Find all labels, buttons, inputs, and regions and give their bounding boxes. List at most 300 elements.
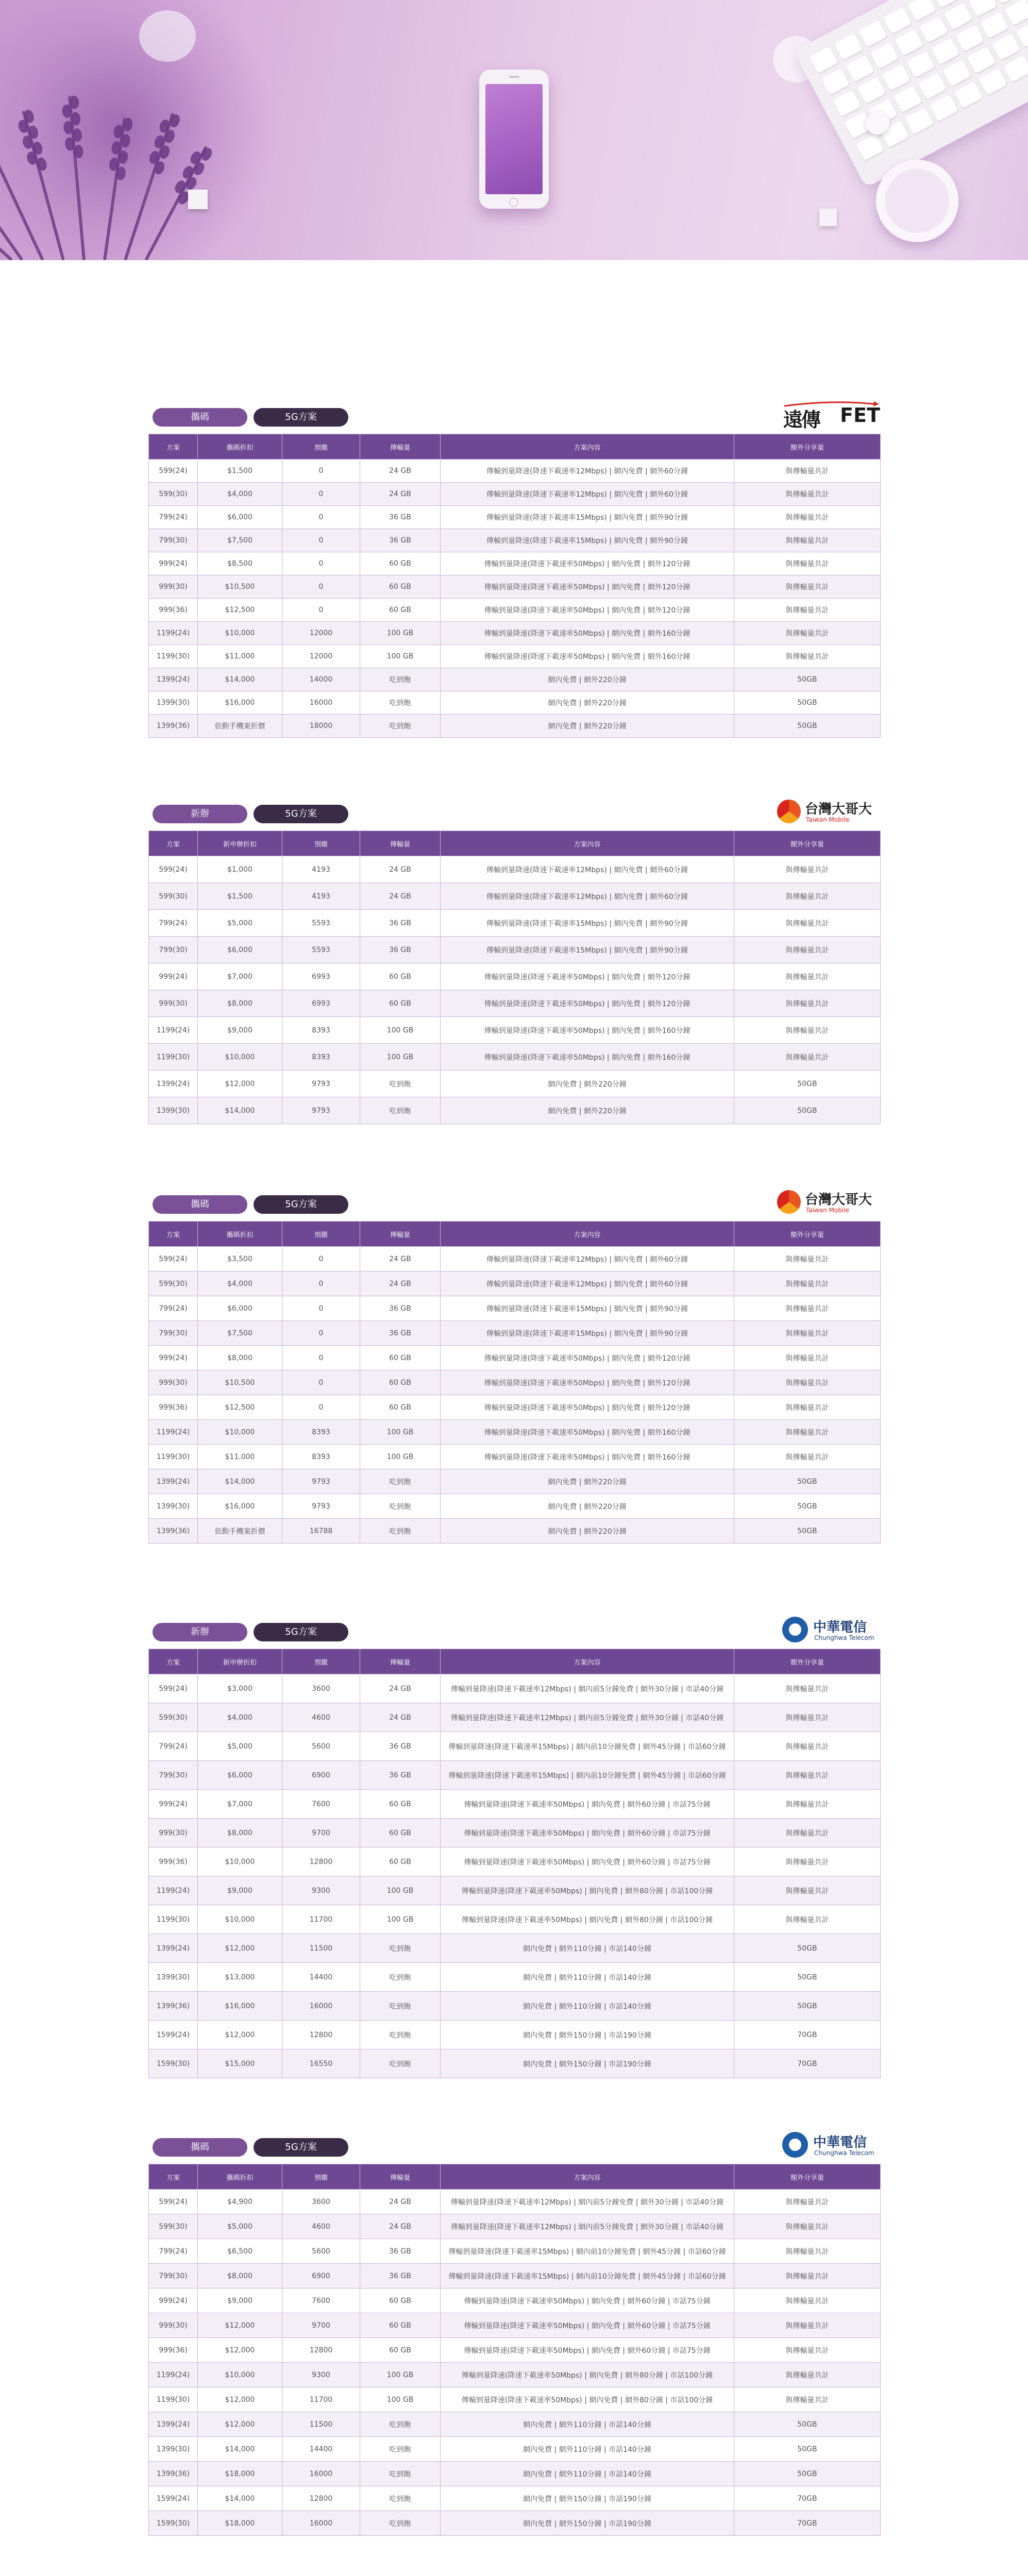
prepay-cell: 9300 [282, 2363, 360, 2387]
plan-content-cell: 網內免費 | 網外150分鐘 | 市話190分鐘 [441, 2049, 734, 2078]
prepay-cell: 9793 [282, 1469, 360, 1494]
discount-cell: $8,000 [198, 990, 282, 1017]
prepay-cell: 0 [282, 552, 360, 575]
data-volume-cell: 24 GB [360, 1272, 441, 1296]
column-header: 攜碼折扣 [198, 434, 282, 460]
plan-content-cell: 網內免費 | 網外110分鐘 | 市話140分鐘 [441, 1992, 734, 2021]
data-volume-cell: 吃到飽 [360, 1071, 441, 1097]
discount-cell: $12,500 [198, 599, 282, 622]
column-header: 方案內容 [441, 2164, 734, 2190]
plan-content-cell: 傳輸到量降速(降速下載速率15Mbps) | 網內前10分鐘免費 | 網外45分鐘 | 市話60分鐘 [441, 2239, 734, 2264]
extra-share-cell: 50GB [734, 715, 881, 738]
extra-share-cell: 與傳輸量共計 [734, 599, 881, 622]
prepay-cell: 9300 [282, 1876, 360, 1905]
plan-content-cell: 網內免費 | 網外220分鐘 [441, 1519, 734, 1544]
plan-cell: 999(30) [149, 2313, 198, 2338]
plan-content-cell: 網內免費 | 網外220分鐘 [441, 1494, 734, 1519]
extra-share-cell: 與傳輸量共計 [734, 2214, 881, 2239]
plan-cell: 999(30) [149, 1819, 198, 1848]
table-row [149, 1732, 881, 1761]
plan-section [148, 2131, 880, 2528]
table-row [149, 691, 881, 715]
data-volume-cell: 吃到飽 [360, 2462, 441, 2486]
discount-cell: $10,000 [198, 622, 282, 645]
extra-share-cell: 50GB [734, 2462, 881, 2486]
discount-cell: $4,900 [198, 2190, 282, 2214]
keyboard-key [1005, 0, 1028, 26]
table-row [149, 1519, 881, 1544]
table-row [149, 1469, 881, 1494]
plan-content-cell: 網內免費 | 網外220分鐘 [441, 668, 734, 691]
column-header: 傳輸量 [360, 1222, 441, 1247]
extra-share-cell: 與傳輸量共計 [734, 963, 881, 990]
extra-share-cell: 與傳輸量共計 [734, 1296, 881, 1321]
keyboard-key [833, 90, 862, 117]
plan-cell: 999(30) [149, 1370, 198, 1395]
column-header: 方案 [149, 2164, 198, 2190]
section-header [148, 1188, 880, 1217]
prepay-cell: 12800 [282, 2486, 360, 2511]
prepay-cell: 0 [282, 1247, 360, 1272]
keyboard-key [944, 3, 973, 29]
prepay-cell: 0 [282, 1370, 360, 1395]
prepay-cell: 9700 [282, 1819, 360, 1848]
extra-share-cell: 50GB [734, 2437, 881, 2462]
plan-cell: 599(30) [149, 1272, 198, 1296]
prepay-cell: 4600 [282, 1703, 360, 1732]
table-row [149, 2021, 881, 2049]
plan-content-cell: 傳輸到量降速(降速下載速率50Mbps) | 網內免費 | 網外60分鐘 | 市話75分鐘 [441, 2338, 734, 2363]
decor-cube [819, 209, 837, 226]
plan-content-cell: 傳輸到量降速(降速下載速率50Mbps) | 網內免費 | 網外160分鐘 [441, 645, 734, 668]
hero-banner [0, 0, 1028, 260]
column-header: 預繳 [282, 1649, 360, 1674]
plan-section [148, 401, 880, 731]
table-row [149, 2289, 881, 2313]
prepay-cell: 9793 [282, 1494, 360, 1519]
taiwan-mobile-icon [777, 800, 801, 823]
data-volume-cell: 60 GB [360, 552, 441, 575]
data-volume-cell: 吃到飽 [360, 1963, 441, 1992]
extra-share-cell: 50GB [734, 691, 881, 715]
plan-category-tag: 5G方案 [254, 1623, 348, 1641]
extra-share-cell: 與傳輸量共計 [734, 2289, 881, 2313]
extra-share-cell: 與傳輸量共計 [734, 1761, 881, 1790]
discount-cell: $12,000 [198, 1934, 282, 1963]
discount-cell: $7,500 [198, 1321, 282, 1346]
column-header: 攜碼折扣 [198, 1222, 282, 1247]
discount-cell: $4,000 [198, 1272, 282, 1296]
discount-cell: $16,000 [198, 1494, 282, 1519]
smartphone-image [479, 70, 549, 209]
keyboard-key [906, 51, 935, 78]
discount-cell: $13,000 [198, 1963, 282, 1992]
prepay-cell: 4600 [282, 2214, 360, 2239]
plan-category-tag: 5G方案 [254, 408, 348, 427]
extra-share-cell: 50GB [734, 2412, 881, 2437]
discount-cell: $12,000 [198, 1071, 282, 1097]
keyboard-key [883, 7, 912, 34]
plan-content-cell: 傳輸到量降速(降速下載速率12Mbps) | 網內前5分鐘免費 | 網外30分鐘 | 市話40分鐘 [441, 2190, 734, 2214]
plan-cell: 799(24) [149, 1296, 198, 1321]
prepay-cell: 16000 [282, 1992, 360, 2021]
table-row [149, 937, 881, 963]
column-header: 額外分享量 [734, 2164, 881, 2190]
taiwan-mobile-icon [777, 1190, 801, 1214]
plan-cell: 999(30) [149, 575, 198, 599]
table-row [149, 2511, 881, 2536]
plan-cell: 1599(30) [149, 2511, 198, 2536]
extra-share-cell: 50GB [734, 1071, 881, 1097]
prepay-cell: 14400 [282, 2437, 360, 2462]
table-row [149, 1272, 881, 1296]
data-volume-cell: 36 GB [360, 1321, 441, 1346]
prepay-cell: 0 [282, 1321, 360, 1346]
column-header: 預繳 [282, 1222, 360, 1247]
data-volume-cell: 吃到飽 [360, 1097, 441, 1124]
data-volume-cell: 吃到飽 [360, 1934, 441, 1963]
extra-share-cell: 與傳輸量共計 [734, 1395, 881, 1420]
prepay-cell: 5593 [282, 910, 360, 937]
table-row [149, 1992, 881, 2021]
extra-share-cell: 與傳輸量共計 [734, 1044, 881, 1071]
chunghwa-telecom-logo-en: Chunghwa Telecom [814, 2149, 874, 2157]
table-row [149, 2486, 881, 2511]
plan-cell: 1199(30) [149, 1044, 198, 1071]
plan-content-cell: 傳輸到量降速(降速下載速率15Mbps) | 網內前10分鐘免費 | 網外45分鐘 | 市話60分鐘 [441, 2264, 734, 2289]
plan-content-cell: 網內免費 | 網外220分鐘 [441, 1097, 734, 1124]
extra-share-cell: 70GB [734, 2049, 881, 2078]
plan-content-cell: 傳輸到量降速(降速下載速率12Mbps) | 網內免費 | 網外60分鐘 [441, 883, 734, 910]
extra-share-cell: 與傳輸量共計 [734, 883, 881, 910]
column-header: 方案內容 [441, 1222, 734, 1247]
table-row [149, 1819, 881, 1848]
plan-cell: 799(30) [149, 1761, 198, 1790]
table-row [149, 2313, 881, 2338]
discount-cell: $14,000 [198, 1469, 282, 1494]
table-header-row [149, 2164, 881, 2190]
plan-content-cell: 網內免費 | 網外150分鐘 | 市話190分鐘 [441, 2021, 734, 2049]
extra-share-cell: 與傳輸量共計 [734, 575, 881, 599]
discount-cell: $15,000 [198, 2049, 282, 2078]
prepay-cell: 16000 [282, 2511, 360, 2536]
table-row [149, 1420, 881, 1445]
data-volume-cell: 60 GB [360, 599, 441, 622]
prepay-cell: 0 [282, 575, 360, 599]
plan-content-cell: 傳輸到量降速(降速下載速率15Mbps) | 網內免費 | 網外90分鐘 [441, 529, 734, 552]
extra-share-cell: 70GB [734, 2486, 881, 2511]
plan-cell: 1199(24) [149, 1017, 198, 1044]
plan-section [148, 798, 880, 1115]
plan-cell: 1199(24) [149, 622, 198, 645]
plan-cell: 1199(24) [149, 2363, 198, 2387]
discount-cell: $18,000 [198, 2511, 282, 2536]
plan-cell: 799(24) [149, 910, 198, 937]
extra-share-cell: 與傳輸量共計 [734, 2190, 881, 2214]
data-volume-cell: 100 GB [360, 622, 441, 645]
discount-cell: $8,500 [198, 552, 282, 575]
data-volume-cell: 60 GB [360, 2313, 441, 2338]
table-row [149, 2239, 881, 2264]
plan-cell: 1399(36) [149, 1519, 198, 1544]
section-header [148, 401, 880, 430]
data-volume-cell: 100 GB [360, 645, 441, 668]
prepay-cell: 12800 [282, 2338, 360, 2363]
chunghwa-telecom-logo-zh: 中華電信 [813, 2135, 867, 2150]
table-row [149, 1247, 881, 1272]
extra-share-cell: 50GB [734, 1963, 881, 1992]
plan-cell: 999(36) [149, 1848, 198, 1876]
fet-logo-zh: 遠傳 [783, 409, 819, 431]
plan-content-cell: 網內免費 | 網外110分鐘 | 市話140分鐘 [441, 2412, 734, 2437]
prepay-cell: 0 [282, 1395, 360, 1420]
prepay-cell: 16000 [282, 2462, 360, 2486]
extra-share-cell: 50GB [734, 1097, 881, 1124]
table-row [149, 483, 881, 506]
column-header: 方案內容 [441, 831, 734, 856]
keyboard-key [846, 55, 874, 82]
column-header: 方案內容 [441, 434, 734, 460]
data-volume-cell: 24 GB [360, 1703, 441, 1732]
data-volume-cell: 吃到飽 [360, 2437, 441, 2462]
table-row [149, 856, 881, 883]
plan-cell: 1599(24) [149, 2486, 198, 2511]
extra-share-cell: 70GB [734, 2511, 881, 2536]
plan-content-cell: 網內免費 | 網外220分鐘 [441, 1071, 734, 1097]
contract-type-tag: 攜碼 [153, 2138, 247, 2157]
table-header-row [149, 434, 881, 460]
data-volume-cell: 吃到飽 [360, 2021, 441, 2049]
column-header: 額外分享量 [734, 1649, 881, 1674]
data-volume-cell: 100 GB [360, 2363, 441, 2387]
extra-share-cell: 與傳輸量共計 [734, 990, 881, 1017]
data-volume-cell: 60 GB [360, 2289, 441, 2313]
extra-share-cell: 與傳輸量共計 [734, 1790, 881, 1819]
discount-cell: $3,000 [198, 1674, 282, 1703]
keyboard-image [794, 0, 1028, 188]
prepay-cell: 9793 [282, 1097, 360, 1124]
table-row [149, 552, 881, 575]
discount-cell: $5,000 [198, 1732, 282, 1761]
chunghwa-telecom-icon [782, 2132, 808, 2158]
table-row [149, 622, 881, 645]
extra-share-cell: 與傳輸量共計 [734, 1017, 881, 1044]
table-row [149, 506, 881, 529]
column-header: 新申辦折扣 [198, 831, 282, 856]
prepay-cell: 12000 [282, 622, 360, 645]
discount-cell: $8,000 [198, 1346, 282, 1370]
prepay-cell: 12000 [282, 645, 360, 668]
data-volume-cell: 吃到飽 [360, 2511, 441, 2536]
table-row [149, 1876, 881, 1905]
table-row [149, 1494, 881, 1519]
discount-cell: $3,500 [198, 1247, 282, 1272]
plan-category-tag: 5G方案 [254, 2138, 348, 2157]
plan-cell: 799(30) [149, 1321, 198, 1346]
fet-logo-en: FET [840, 404, 880, 427]
plan-content-cell: 傳輸到量降速(降速下載速率12Mbps) | 網內免費 | 網外60分鐘 [441, 1272, 734, 1296]
plan-cell: 599(24) [149, 2190, 198, 2214]
prepay-cell: 9793 [282, 1071, 360, 1097]
discount-cell: $11,000 [198, 645, 282, 668]
table-row [149, 1071, 881, 1097]
discount-cell: $5,000 [198, 2214, 282, 2239]
column-header: 額外分享量 [734, 1222, 881, 1247]
plan-table [148, 1649, 881, 2078]
plan-cell: 599(24) [149, 856, 198, 883]
data-volume-cell: 60 GB [360, 1346, 441, 1370]
extra-share-cell: 與傳輸量共計 [734, 1674, 881, 1703]
plan-content-cell: 傳輸到量降速(降速下載速率50Mbps) | 網內免費 | 網外60分鐘 | 市話75分鐘 [441, 2289, 734, 2313]
extra-share-cell: 與傳輸量共計 [734, 1732, 881, 1761]
plan-content-cell: 傳輸到量降速(降速下載速率50Mbps) | 網內免費 | 網外120分鐘 [441, 990, 734, 1017]
plan-content-cell: 傳輸到量降速(降速下載速率50Mbps) | 網內免費 | 網外80分鐘 | 市話100分鐘 [441, 2387, 734, 2412]
prepay-cell: 0 [282, 1272, 360, 1296]
discount-cell: $12,500 [198, 1395, 282, 1420]
plan-section [148, 1616, 880, 2069]
column-header: 方案 [149, 831, 198, 856]
plan-cell: 799(24) [149, 2239, 198, 2264]
plan-cell: 1399(30) [149, 1097, 198, 1124]
discount-cell: $8,000 [198, 1819, 282, 1848]
prepay-cell: 0 [282, 460, 360, 483]
column-header: 攜碼折扣 [198, 2164, 282, 2190]
column-header: 新申辦折扣 [198, 1649, 282, 1674]
keyboard-key [1003, 55, 1028, 82]
data-volume-cell: 吃到飽 [360, 2049, 441, 2078]
discount-cell: $10,500 [198, 1370, 282, 1395]
plan-content-cell: 傳輸到量降速(降速下載速率50Mbps) | 網內免費 | 網外120分鐘 [441, 1395, 734, 1420]
plan-cell: 1399(30) [149, 1494, 198, 1519]
data-volume-cell: 60 GB [360, 1848, 441, 1876]
discount-cell: $10,000 [198, 1905, 282, 1934]
discount-cell: $10,500 [198, 575, 282, 599]
plan-content-cell: 網內免費 | 網外150分鐘 | 市話190分鐘 [441, 2511, 734, 2536]
plan-content-cell: 傳輸到量降速(降速下載速率12Mbps) | 網內免費 | 網外60分鐘 [441, 856, 734, 883]
prepay-cell: 11700 [282, 2387, 360, 2412]
prepay-cell: 0 [282, 599, 360, 622]
column-header: 傳輸量 [360, 434, 441, 460]
plan-content-cell: 網內免費 | 網外110分鐘 | 市話140分鐘 [441, 2437, 734, 2462]
plan-content-cell: 網內免費 | 網外110分鐘 | 市話140分鐘 [441, 2462, 734, 2486]
data-volume-cell: 吃到飽 [360, 2412, 441, 2437]
teacup-image [876, 160, 958, 242]
glass-teapot [139, 10, 196, 62]
data-volume-cell: 60 GB [360, 1370, 441, 1395]
extra-share-cell: 與傳輸量共計 [734, 1905, 881, 1934]
extra-share-cell: 與傳輸量共計 [734, 937, 881, 963]
column-header: 額外分享量 [734, 831, 881, 856]
extra-share-cell: 與傳輸量共計 [734, 1370, 881, 1395]
extra-share-cell: 50GB [734, 1469, 881, 1494]
keyboard-key [967, 46, 996, 73]
column-header: 傳輸量 [360, 2164, 441, 2190]
keyboard-key [882, 64, 911, 91]
table-row [149, 1395, 881, 1420]
extra-share-cell: 與傳輸量共計 [734, 529, 881, 552]
plan-cell: 599(24) [149, 1247, 198, 1272]
table-row [149, 1848, 881, 1876]
discount-cell: $14,000 [198, 668, 282, 691]
plan-content-cell: 傳輸到量降速(降速下載速率15Mbps) | 網內前10分鐘免費 | 網外45分鐘 | 市話60分鐘 [441, 1761, 734, 1790]
table-header-row [149, 1222, 881, 1247]
data-volume-cell: 100 GB [360, 1876, 441, 1905]
section-header [148, 2131, 880, 2160]
discount-cell: $7,000 [198, 1790, 282, 1819]
discount-cell: $4,000 [198, 483, 282, 506]
extra-share-cell: 50GB [734, 1934, 881, 1963]
discount-cell: $7,000 [198, 963, 282, 990]
prepay-cell: 6900 [282, 2264, 360, 2289]
keyboard-key [834, 33, 863, 60]
extra-share-cell: 50GB [734, 668, 881, 691]
prepay-cell: 11500 [282, 1934, 360, 1963]
table-row [149, 883, 881, 910]
data-volume-cell: 100 GB [360, 1905, 441, 1934]
plan-content-cell: 傳輸到量降速(降速下載速率50Mbps) | 網內免費 | 網外60分鐘 | 市話75分鐘 [441, 1790, 734, 1819]
column-header: 方案 [149, 1222, 198, 1247]
data-volume-cell: 36 GB [360, 2239, 441, 2264]
plan-cell: 1399(24) [149, 1071, 198, 1097]
keyboard-key [991, 33, 1020, 60]
extra-share-cell: 與傳輸量共計 [734, 1876, 881, 1905]
discount-cell: $12,000 [198, 2313, 282, 2338]
plan-content-cell: 傳輸到量降速(降速下載速率50Mbps) | 網內免費 | 網外160分鐘 [441, 1017, 734, 1044]
table-row [149, 599, 881, 622]
data-volume-cell: 吃到飽 [360, 668, 441, 691]
taiwan-mobile-logo-zh: 台灣大哥大 [805, 1192, 872, 1208]
table-row [149, 1097, 881, 1124]
extra-share-cell: 與傳輸量共計 [734, 460, 881, 483]
plan-cell: 1399(30) [149, 2437, 198, 2462]
table-row [149, 645, 881, 668]
table-row [149, 1346, 881, 1370]
prepay-cell: 0 [282, 1346, 360, 1370]
data-volume-cell: 24 GB [360, 1674, 441, 1703]
contract-type-tag: 攜碼 [153, 408, 247, 427]
prepay-cell: 14000 [282, 668, 360, 691]
discount-cell: $12,000 [198, 2021, 282, 2049]
plan-content-cell: 傳輸到量降速(降速下載速率12Mbps) | 網內前5分鐘免費 | 網外30分鐘 | 市話40分鐘 [441, 2214, 734, 2239]
plan-section [148, 1188, 880, 1536]
data-volume-cell: 36 GB [360, 506, 441, 529]
data-volume-cell: 60 GB [360, 963, 441, 990]
keyboard-key [930, 94, 958, 121]
table-row [149, 2412, 881, 2437]
table-row [149, 963, 881, 990]
data-volume-cell: 36 GB [360, 1296, 441, 1321]
plan-content-cell: 網內免費 | 網外110分鐘 | 市話140分鐘 [441, 1934, 734, 1963]
extra-share-cell: 與傳輸量共計 [734, 622, 881, 645]
data-volume-cell: 24 GB [360, 483, 441, 506]
extra-share-cell: 與傳輸量共計 [734, 2239, 881, 2264]
prepay-cell: 8393 [282, 1017, 360, 1044]
discount-cell: $16,000 [198, 691, 282, 715]
prepay-cell: 0 [282, 483, 360, 506]
plan-cell: 1399(30) [149, 691, 198, 715]
table-row [149, 1703, 881, 1732]
plan-table [148, 2164, 881, 2536]
plan-content-cell: 傳輸到量降速(降速下載速率50Mbps) | 網內免費 | 網外120分鐘 [441, 1370, 734, 1395]
discount-cell: $10,000 [198, 2363, 282, 2387]
column-header: 預繳 [282, 831, 360, 856]
discount-cell: $5,000 [198, 910, 282, 937]
table-row [149, 2049, 881, 2078]
plan-cell: 999(36) [149, 2338, 198, 2363]
plan-content-cell: 網內免費 | 網外220分鐘 [441, 715, 734, 738]
table-row [149, 1674, 881, 1703]
keyboard-key [858, 20, 887, 47]
